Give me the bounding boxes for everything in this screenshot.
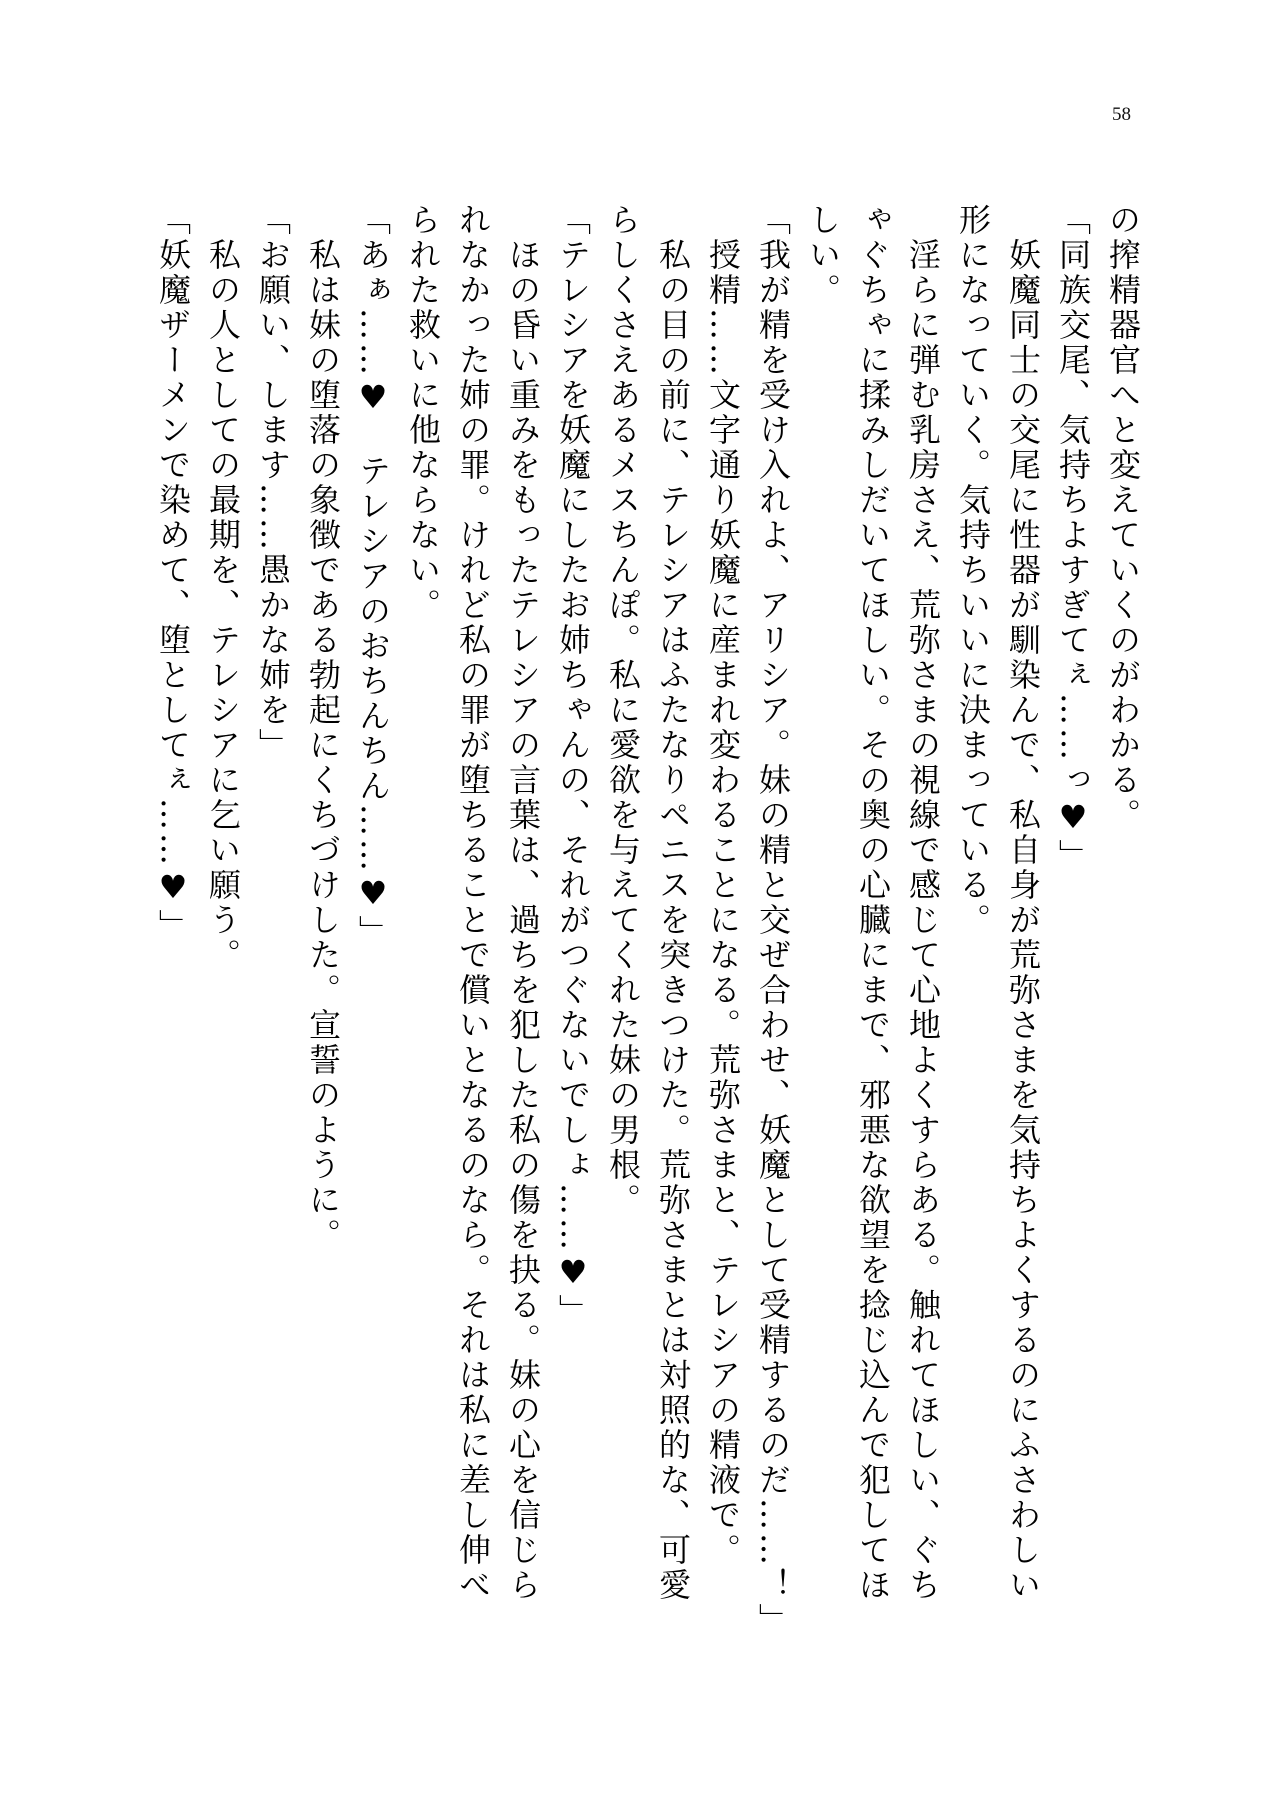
text-column: 私の人としての最期を、テレシアに乞い願う。 [204,203,242,973]
text-column: ゃぐちゃに揉みしだいてほしい。その奥の心臓にまで、邪悪な欲望を捻じ込んで犯してほ [854,203,892,1603]
text-column: 「テレシアを妖魔にしたお姉ちゃんの、それがつぐないでしょ……♥」 [554,203,592,1329]
text-column: 「お願い、します……愚かな姉を」 [254,203,292,763]
text-column: 「我が精を受け入れよ、アリシア。妹の精と交ぜ合わせ、妖魔として受精するのだ……！」 [754,203,792,1638]
text-column: 「あぁ……♥ テレシアのおちんちん……♥」 [354,203,392,950]
page-number: 58 [1112,104,1131,125]
text-column: 「妖魔ザーメンで染めて、堕としてぇ……♥」 [154,203,192,944]
text-column: しい。 [804,203,842,308]
text-column: 淫らに弾む乳房さえ、荒弥さまの視線で感じて心地よくすらある。触れてほしい、ぐち [904,203,942,1603]
vertical-text-body [148,203,1148,1638]
text-column: られた救いに他ならない。 [404,203,442,623]
text-column: 「同族交尾、気持ちよすぎてぇ……っ♥」 [1054,203,1092,874]
text-column: 妖魔同士の交尾に性器が馴染んで、私自身が荒弥さまを気持ちよくするのにふさわしい [1004,203,1042,1603]
text-column: 私の目の前に、テレシアはふたなりペニスを突きつけた。荒弥さまとは対照的な、可愛 [654,203,692,1603]
text-column: らしくさえあるメスちんぽ。私に愛欲を与えてくれた妹の男根。 [604,203,642,1218]
text-column: 私は妹の堕落の象徴である勃起にくちづけした。宣誓のように。 [304,203,342,1253]
text-column: れなかった姉の罪。けれど私の罪が堕ちることで償いとなるのなら。それは私に差し伸べ [454,203,492,1603]
text-column: 授精……文字通り妖魔に産まれ変わることになる。荒弥さまと、テレシアの精液で。 [704,203,742,1568]
text-column: ほの昏い重みをもったテレシアの言葉は、過ちを犯した私の傷を抉る。妹の心を信じら [504,203,542,1603]
text-column: の搾精器官へと変えていくのがわかる。 [1104,203,1142,833]
text-column: 形になっていく。気持ちいいに決まっている。 [954,203,992,938]
